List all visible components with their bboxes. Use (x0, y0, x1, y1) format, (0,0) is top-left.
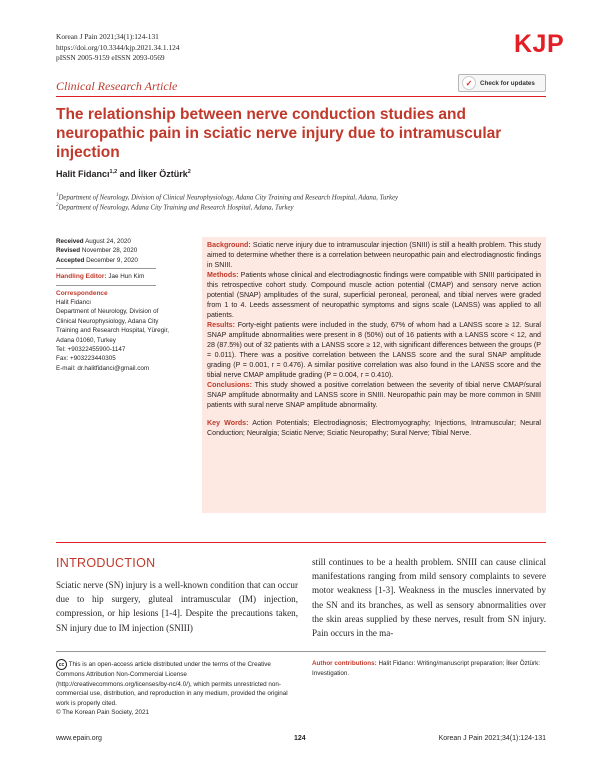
abstract-results: Forty-eight patients were included in the study, 67% of whom had a LANSS score ≥ 12. Sural SNAP amplitude abnormalities were present in 8 (50%) out of 16 patients with a LANSS score < 12, and 28 (87.5%) out of 32 patients with a LANSS score ≥ 12, with significant differences between the groups (P = 0.011). There was a positive correlation between the LANSS score and the sural SNAP amplitude grading (P = 0.001, r = 0.476). A similar positive correlation was also found in the LANSS score and the tibial nerve CMAP amplitude grading (P = 0.004, r = 0.410). (207, 321, 541, 379)
author-affil-sup: 2 (187, 169, 191, 175)
author-affil-sup: 1,2 (109, 169, 118, 175)
editor-name: Jae Hun Kim (108, 273, 145, 281)
abstract-background: Sciatic nerve injury due to intramuscular injection (SNIII) is still a health problem. This study aimed to determine whether there is a correlation between neuropathic pain and electrodiagnostic findings in SNIII. (207, 241, 541, 269)
corr-fax: Fax: +903223440305 (56, 355, 116, 363)
editor-label: Handling Editor: (56, 273, 107, 281)
check-updates-button[interactable] (458, 74, 546, 92)
check-updates-label: Check for updates (480, 79, 535, 87)
intro-column-2: still continues to be a health problem. SNIII can cause clinical manifestations ranging from mild sensory complaints to severe motor weakness [1-3]. Weakness in the muscles innervated by the SN and its branches, as well as sensory abnormalities over the skin areas supplied by these nerves, result from SN injury. Pain occurs in the ma- (312, 557, 546, 639)
sidebar-divider (56, 285, 156, 286)
author-name: İlker Öztürk (138, 169, 188, 179)
affil-number: 1 (56, 193, 59, 198)
abstract-label-methods: Methods: (207, 271, 239, 279)
check-updates-icon: ✓ (462, 76, 476, 90)
received-date: August 24, 2020 (85, 238, 131, 245)
abstract-methods: Patients whose clinical and electrodiagnostic findings were compatible with SNIII participated in this retrospective cohort study. Compound muscle action potential (CMAP) and sensory nerve action potential (SNAP) amplitudes of the sural, superficial peroneal, peroneal, and tibial nerves were graded from 1 to 4. Leeds assessment of neuropathic symptoms and signs scale (LANSS) was applied to all patients. (207, 271, 541, 319)
affil-text: Department of Neurology, Division of Clinical Neurophysiology, Adana City Training and Research Hospital, Adana, Turkey (58, 194, 399, 202)
affil-number: 2 (56, 203, 59, 208)
corr-phone: Tel: +90322455900-1147 (56, 346, 126, 354)
abstract-label-background: Background: (207, 241, 251, 249)
intro-column-1: Sciatic nerve (SN) injury is a well-known condition that can occur due to hip surgery, gluteal intramuscular (IM) injection, compression, or hip lesions [1-4]. Despite the precautions taken, SN injury due to IM injection (SNIII) (56, 580, 298, 633)
footnote-divider (56, 651, 546, 652)
doi-link[interactable]: https://doi.org/10.3344/kjp.2021.34.1.124 (56, 42, 180, 52)
corr-email[interactable]: E-mail: dr.halitfidanci@gmail.com (56, 364, 150, 372)
affiliation (56, 203, 294, 211)
journal-meta (56, 32, 179, 64)
section-label: Clinical Research Article (56, 79, 178, 93)
corr-line: Halit Fidancı (56, 299, 91, 307)
correspondence-label: Correspondence (56, 289, 108, 297)
sidebar-divider (56, 268, 156, 269)
corr-line: Department of Neurology, Division of (56, 308, 159, 316)
copyright: © The Korean Pain Society, 2021 (56, 709, 149, 717)
contrib-label: Author contributions: (312, 660, 377, 667)
affil-text: Department of Neurology, Adana City Training and Research Hospital, Adana, Turkey (58, 204, 294, 212)
article-history (56, 237, 196, 373)
abstract-label-results: Results: (207, 321, 235, 329)
accepted-label: Accepted (56, 256, 85, 264)
author-name: Halit Fidancı (56, 169, 110, 179)
affiliation (56, 193, 398, 201)
website-link[interactable]: www.epain.org (56, 735, 102, 742)
issn: pISSN 2005-9159 eISSN 2093-0569 (56, 53, 165, 62)
section-divider (56, 542, 546, 543)
article-title: The relationship between nerve conduction studies and neuropathic pain in sciatic nerve injury due to intramuscular injection (56, 106, 502, 161)
journal-logo: KJP (514, 30, 565, 58)
cc-license-icon: cc (56, 659, 67, 670)
abstract-conclusions: This study showed a positive correlation between the severity of tibial nerve CMAP/sural SNAP amplitude abnormality and LANSS score in SNIII. Neuropathic pain may be more common in SNIII patients with sural nerve SNAP amplitude abnormality. (207, 381, 542, 409)
corr-line: Adana 01060, Turkey (56, 336, 116, 344)
header-divider (56, 96, 546, 97)
keywords: Action Potentials; Electrodiagnosis; Electromyography; Injections, Intramuscular; Neural Conduction; Neuralgia; Sciatic Nerve; Sciatic Neuropathy; Sural Nerve; Tibial Nerve. (207, 419, 541, 437)
journal-footer: Korean J Pain 2021;34(1):124-131 (438, 735, 546, 742)
received-label: Received (56, 238, 84, 245)
corr-line: Training and Research Hospital, Yüregir, (56, 327, 170, 335)
author-list (56, 169, 191, 179)
abstract-label-conclusions: Conclusions: (207, 381, 252, 389)
revised-date: November 28, 2020 (81, 247, 138, 255)
abstract (207, 240, 541, 438)
accepted-date: December 9, 2020 (86, 256, 138, 264)
author-conjunction: and (117, 169, 139, 179)
section-heading-introduction: INTRODUCTION (56, 556, 156, 570)
corr-line: Clinical Neurophysiology, Adana City (56, 317, 159, 325)
page-number: 124 (294, 735, 306, 742)
contrib-text: Halit Fidancı: Writing/manuscript preparation; İlker Öztürk: Investigation. (312, 660, 541, 677)
license-note (56, 659, 300, 718)
author-contributions (312, 659, 546, 678)
revised-label: Revised (56, 247, 81, 255)
citation: Korean J Pain 2021;34(1):124-131 (56, 32, 159, 41)
license-text: This is an open-access article distributed under the terms of the Creative Commons Attribution Non-Commercial License (http://creativecommons.org/licenses/by-nc/4.0/), which permits unrestricted non-commercial use, distribution, and reproduction in any medium, provided the original work is properly cited. (56, 661, 288, 707)
keywords-label: Key Words: (207, 419, 249, 427)
